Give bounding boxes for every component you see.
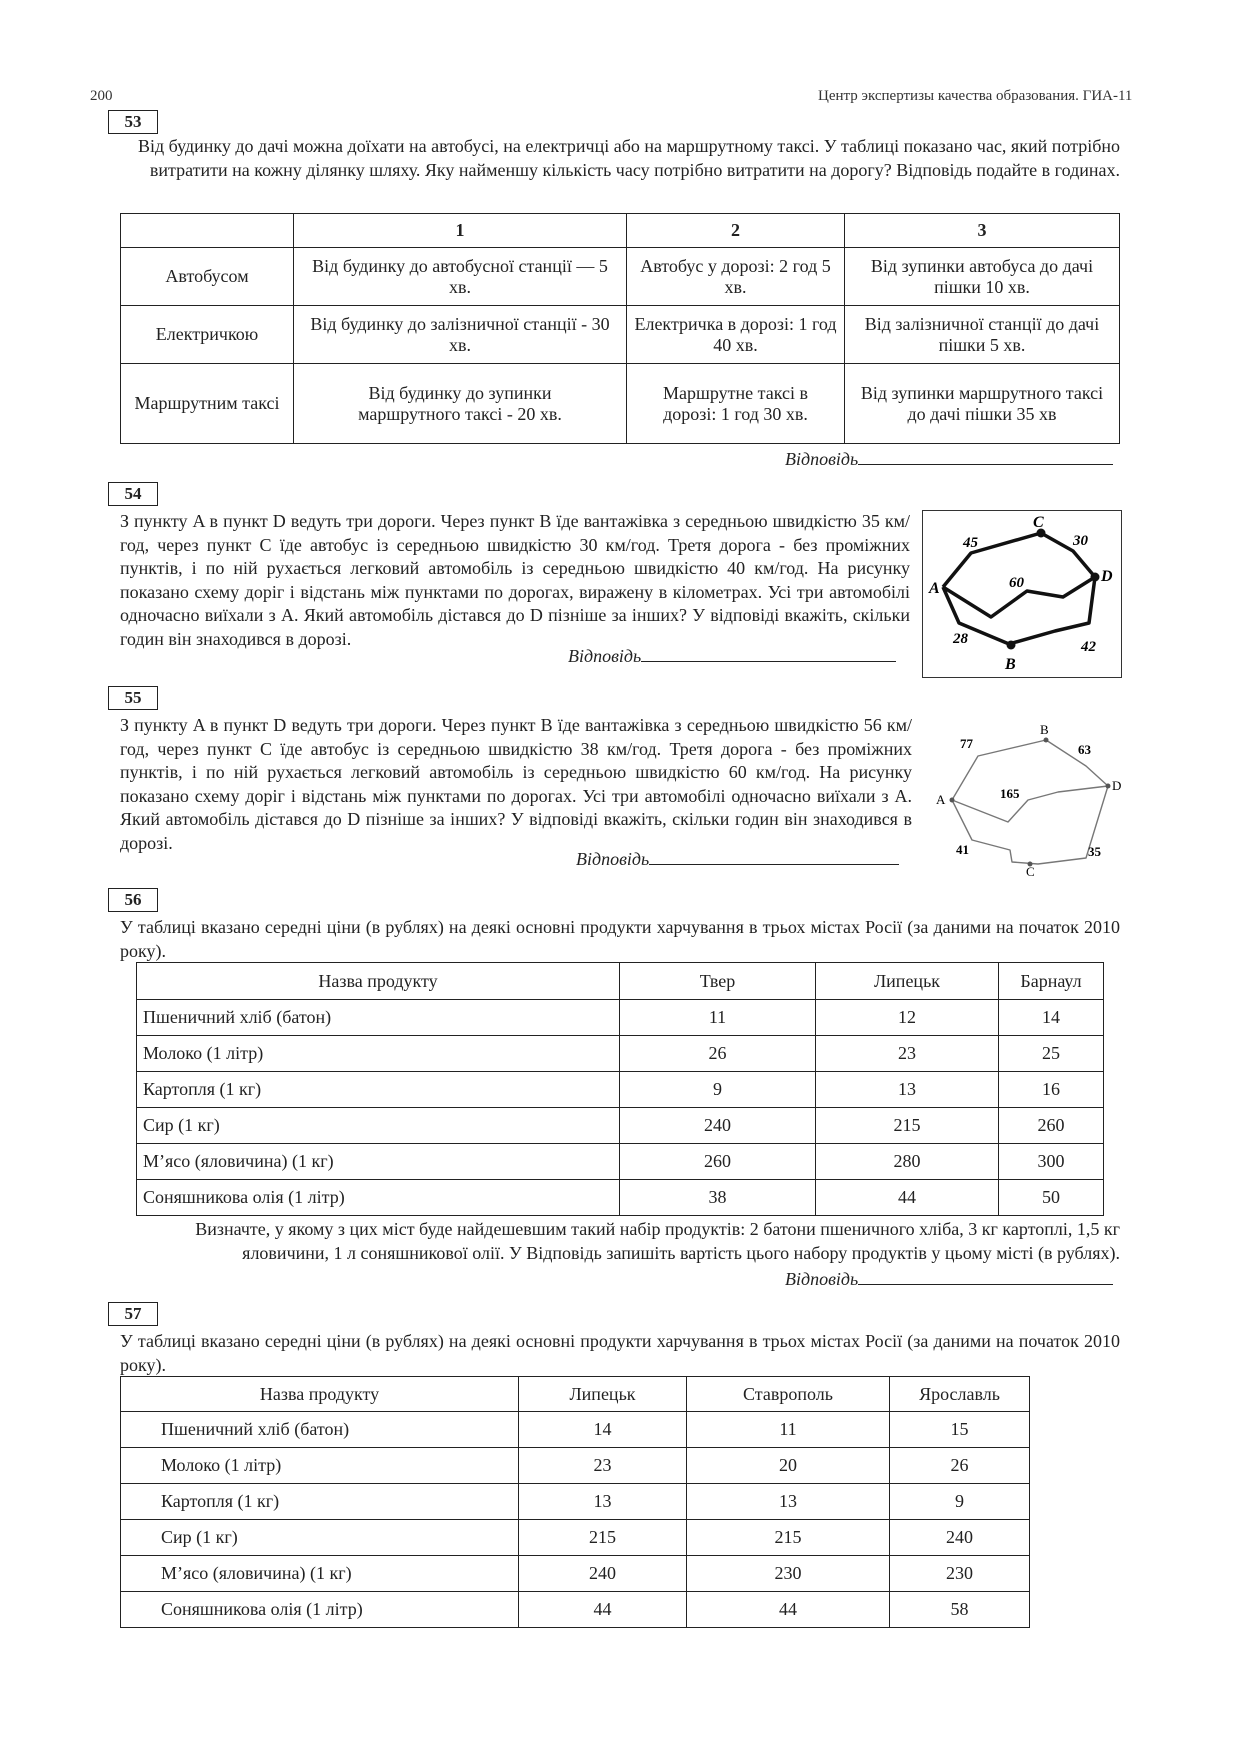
table-cell: Від будинку до автобусної станції — 5 хв. bbox=[294, 248, 627, 306]
label-b: B bbox=[1040, 722, 1049, 737]
table-cell: 23 bbox=[816, 1036, 999, 1072]
product-name: М’ясо (яловичина) (1 кг) bbox=[121, 1556, 519, 1592]
table-row bbox=[121, 1448, 1030, 1484]
table-cell: 12 bbox=[816, 1000, 999, 1036]
distance-label: 45 bbox=[963, 535, 978, 551]
table-cell: 9 bbox=[620, 1072, 816, 1108]
table-row bbox=[121, 1556, 1030, 1592]
table-row bbox=[121, 1412, 1030, 1448]
question-text: Визначте, у якому з цих міст буде найдешевшим такий набір продуктів: 2 батони пшеничного хліба, 3 кг картоплі, 1,5 кг яловичини, 1 л соняшникової олії. У Відповідь запишіть вартість цього набору продуктів у цьому місті (в рублях). bbox=[195, 1219, 1120, 1263]
product-name: Соняшникова олія (1 літр) bbox=[137, 1180, 620, 1216]
label-d: D bbox=[1101, 568, 1113, 585]
label-c: C bbox=[1026, 864, 1035, 879]
header-cell: 3 bbox=[845, 214, 1120, 248]
price-table bbox=[136, 962, 1104, 1216]
header-cell: Твер bbox=[620, 963, 816, 1000]
question-text: У таблиці вказано середні ціни (в рублях) на деякі основні продукти харчування в трьох містах Росії (за даними на початок 2010 року). bbox=[120, 1331, 1120, 1375]
answer-field[interactable] bbox=[568, 645, 896, 667]
table-row bbox=[121, 1520, 1030, 1556]
distance-label: 165 bbox=[1000, 786, 1020, 801]
question-number: 57 bbox=[108, 1302, 158, 1326]
table-cell: 260 bbox=[999, 1108, 1104, 1144]
table-cell: 14 bbox=[999, 1000, 1104, 1036]
product-name: М’ясо (яловичина) (1 кг) bbox=[137, 1144, 620, 1180]
product-name: Сир (1 кг) bbox=[121, 1520, 519, 1556]
header-cell: Ставрополь bbox=[687, 1377, 890, 1412]
header-cell: Барнаул bbox=[999, 963, 1104, 1000]
table-cell: Електричка в дорозі: 1 год 40 хв. bbox=[627, 306, 845, 364]
table-cell: 20 bbox=[687, 1448, 890, 1484]
question-number: 53 bbox=[108, 110, 158, 134]
table-cell: 44 bbox=[519, 1592, 687, 1628]
answer-label: Відповідь bbox=[568, 646, 642, 666]
table-cell: 25 bbox=[999, 1036, 1104, 1072]
question-number: 55 bbox=[108, 686, 158, 710]
question-number: 56 bbox=[108, 888, 158, 912]
table-cell: 280 bbox=[816, 1144, 999, 1180]
table-row bbox=[121, 1592, 1030, 1628]
page-number: 200 bbox=[90, 88, 113, 104]
answer-label: Відповідь bbox=[576, 849, 650, 869]
table-cell: 44 bbox=[816, 1180, 999, 1216]
point-b-marker bbox=[1007, 641, 1016, 650]
label-c: C bbox=[1033, 514, 1044, 531]
product-name: Пшеничний хліб (батон) bbox=[137, 1000, 620, 1036]
table-row bbox=[121, 248, 1120, 306]
distance-label: 28 bbox=[953, 631, 968, 647]
distance-label: 60 bbox=[1009, 575, 1024, 591]
product-name: Картопля (1 кг) bbox=[137, 1072, 620, 1108]
table-row bbox=[121, 306, 1120, 364]
question-text: Від будинку до дачі можна доїхати на автобусі, на електричці або на маршрутному таксі. У таблиці показано час, який потрібно витратити на кожну ділянку шляху. Яку найменшу кількість часу потрібно витратити на дорогу? Відповідь подайте в годинах. bbox=[137, 136, 1120, 180]
table-cell: Маршрутне таксі в дорозі: 1 год 30 хв. bbox=[627, 364, 845, 444]
distance-label: 42 bbox=[1081, 639, 1096, 655]
header-cell: Липецьк bbox=[816, 963, 999, 1000]
table-cell: 14 bbox=[519, 1412, 687, 1448]
answer-field[interactable] bbox=[785, 1268, 1113, 1290]
table-row bbox=[137, 1180, 1104, 1216]
table-cell: 13 bbox=[687, 1484, 890, 1520]
header-cell: Назва продукту bbox=[121, 1377, 519, 1412]
question-number: 54 bbox=[108, 482, 158, 506]
table-row bbox=[137, 1144, 1104, 1180]
table-row bbox=[121, 1484, 1030, 1520]
row-label: Автобусом bbox=[121, 248, 294, 306]
road-via-c bbox=[952, 786, 1108, 864]
product-name: Соняшникова олія (1 літр) bbox=[121, 1592, 519, 1628]
table-cell: 240 bbox=[519, 1556, 687, 1592]
table-row bbox=[121, 364, 1120, 444]
question-text: У таблиці вказано середні ціни (в рублях) на деякі основні продукти харчування в трьох містах Росії (за даними на початок 2010 року). bbox=[120, 917, 1120, 961]
table-cell: 11 bbox=[620, 1000, 816, 1036]
table-cell: 230 bbox=[687, 1556, 890, 1592]
product-name: Молоко (1 літр) bbox=[121, 1448, 519, 1484]
header-cell bbox=[121, 214, 294, 248]
point-d-marker bbox=[1091, 573, 1100, 582]
table-row bbox=[137, 1072, 1104, 1108]
header-cell: Назва продукту bbox=[137, 963, 620, 1000]
table-cell: 11 bbox=[687, 1412, 890, 1448]
table-cell: 230 bbox=[890, 1556, 1030, 1592]
table-cell: 215 bbox=[519, 1520, 687, 1556]
table-cell: 16 bbox=[999, 1072, 1104, 1108]
label-a: A bbox=[929, 580, 940, 597]
label-d: D bbox=[1112, 778, 1122, 793]
table-cell: 44 bbox=[687, 1592, 890, 1628]
road-diagram bbox=[922, 510, 1122, 678]
answer-field[interactable] bbox=[785, 448, 1113, 470]
table-cell: Від будинку до залізничної станції - 30 хв. bbox=[294, 306, 627, 364]
distance-label: 41 bbox=[956, 842, 969, 857]
header-cell: Липецьк bbox=[519, 1377, 687, 1412]
transport-table bbox=[120, 213, 1120, 444]
table-cell: 26 bbox=[620, 1036, 816, 1072]
table-cell: Автобус у дорозі: 2 год 5 хв. bbox=[627, 248, 845, 306]
table-cell: 300 bbox=[999, 1144, 1104, 1180]
label-a: A bbox=[936, 792, 946, 807]
product-name: Пшеничний хліб (батон) bbox=[121, 1412, 519, 1448]
product-name: Молоко (1 літр) bbox=[137, 1036, 620, 1072]
table-cell: 240 bbox=[890, 1520, 1030, 1556]
table-cell: 215 bbox=[816, 1108, 999, 1144]
table-cell: 38 bbox=[620, 1180, 816, 1216]
table-cell: 23 bbox=[519, 1448, 687, 1484]
row-label: Маршрутним таксі bbox=[121, 364, 294, 444]
table-row bbox=[137, 1036, 1104, 1072]
road-diagram bbox=[930, 718, 1120, 878]
answer-label: Відповідь bbox=[785, 1269, 859, 1289]
table-cell: Від залізничної станції до дачі пішки 5 хв. bbox=[845, 306, 1120, 364]
answer-label: Відповідь bbox=[785, 449, 859, 469]
table-cell: Від будинку до зупинки маршрутного таксі - 20 хв. bbox=[294, 364, 627, 444]
table-cell: 15 bbox=[890, 1412, 1030, 1448]
distance-label: 63 bbox=[1078, 742, 1091, 757]
table-cell: 13 bbox=[519, 1484, 687, 1520]
table-cell: Від зупинки маршрутного таксі до дачі пішки 35 хв bbox=[845, 364, 1120, 444]
question-text: З пункту A в пункт D ведуть три дороги. Через пункт B їде вантажівка з середньою швидкістю 35 км/год, через пункт C їде автобус із середньою швидкістю 30 км/год. Третя дорога - без проміжних пунктів, і по ній рухається легковий автомобіль із середньою швидкістю 40 км/год. На рисунку показано схему доріг і відстань між пунктами по дорогах, виражену в кілометрах. Усі три автомобілі одночасно виїхали з A. Який автомобіль дістався до D пізніше за інших? У відповіді вкажіть, скільки годин він знаходився в дорозі. bbox=[120, 511, 910, 649]
header-cell: 2 bbox=[627, 214, 845, 248]
label-b: B bbox=[1005, 656, 1016, 673]
table-cell: 13 bbox=[816, 1072, 999, 1108]
distance-label: 35 bbox=[1088, 844, 1101, 859]
question-text: З пункту A в пункт D ведуть три дороги. Через пункт B їде вантажівка з середньою швидкістю 56 км/год, через пункт C їде автобус із середньою швидкістю 38 км/год. Третя дорога - без проміжних пунктів, і по ній рухається легковий автомобіль із середньою швидкістю 60 км/год. На рисунку показано схему доріг і відстань між пунктами по дорогах. Усі три автомобілі одночасно виїхали з A. Який автомобіль дістався до D пізніше за інших? У відповіді вкажіть, скільки годин він знаходився в дорозі. bbox=[120, 715, 912, 853]
header-cell: Ярославль bbox=[890, 1377, 1030, 1412]
row-label: Електричкою bbox=[121, 306, 294, 364]
table-cell: 26 bbox=[890, 1448, 1030, 1484]
header-cell: 1 bbox=[294, 214, 627, 248]
header-title: Центр экспертизы качества образования. ГИА-11 bbox=[818, 88, 1133, 104]
table-cell: 240 bbox=[620, 1108, 816, 1144]
table-row bbox=[137, 1108, 1104, 1144]
table-cell: 50 bbox=[999, 1180, 1104, 1216]
table-cell: 58 bbox=[890, 1592, 1030, 1628]
road-direct bbox=[952, 786, 1108, 822]
answer-field[interactable] bbox=[576, 848, 899, 870]
price-table bbox=[120, 1376, 1030, 1628]
distance-label: 77 bbox=[960, 736, 973, 751]
product-name: Картопля (1 кг) bbox=[121, 1484, 519, 1520]
table-row bbox=[137, 1000, 1104, 1036]
product-name: Сир (1 кг) bbox=[137, 1108, 620, 1144]
table-cell: 9 bbox=[890, 1484, 1030, 1520]
table-cell: Від зупинки автобуса до дачі пішки 10 хв. bbox=[845, 248, 1120, 306]
table-cell: 215 bbox=[687, 1520, 890, 1556]
table-cell: 260 bbox=[620, 1144, 816, 1180]
distance-label: 30 bbox=[1073, 533, 1088, 549]
